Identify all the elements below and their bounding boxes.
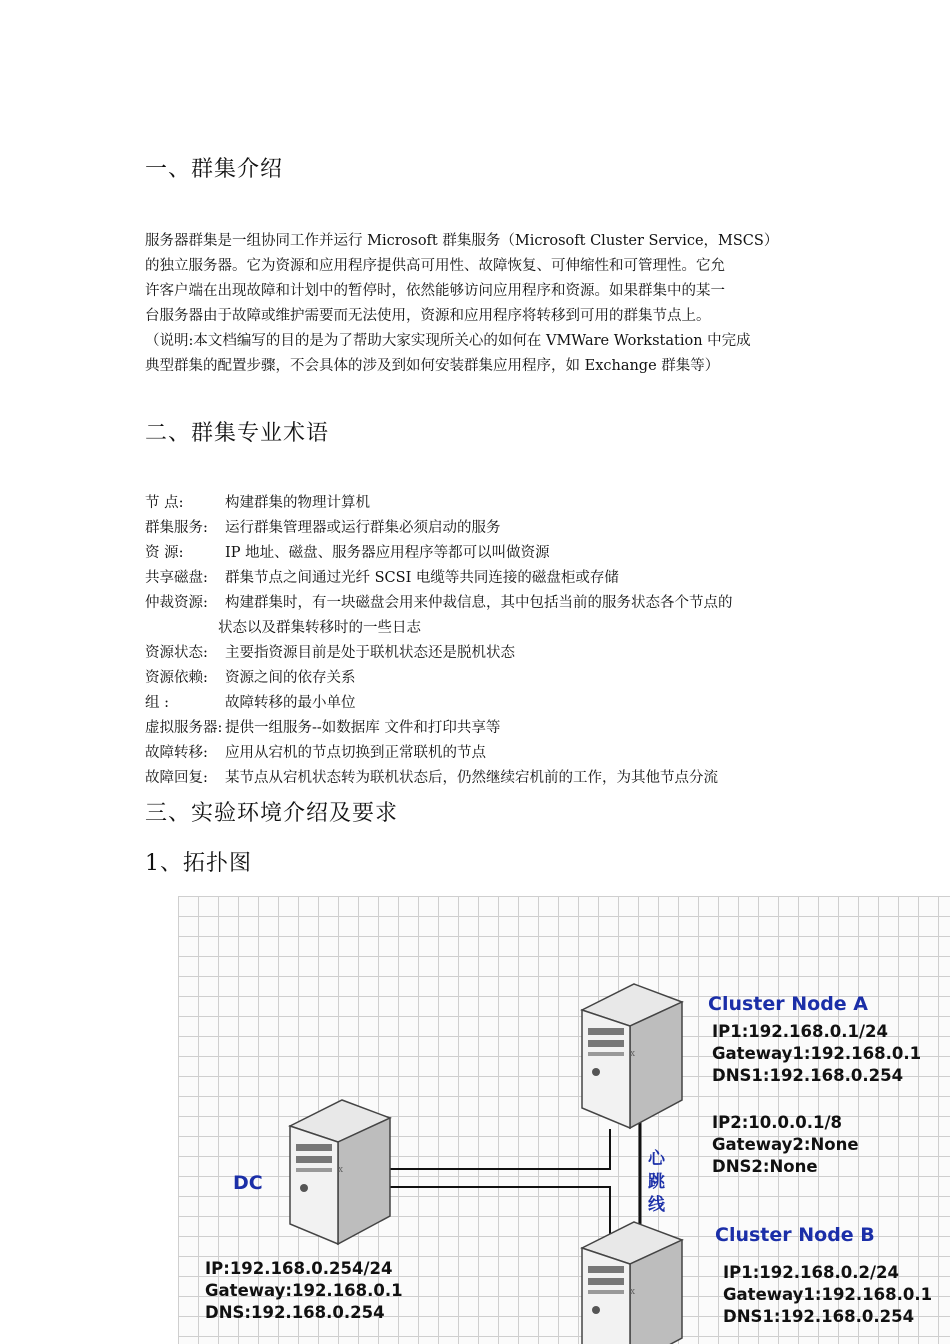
term-definition: 某节点从宕机状态转为联机状态后，仍然继续宕机前的工作，为其他节点分流 [225, 770, 718, 786]
node-a-dns2: DNS2:None [712, 1157, 818, 1176]
term-definition: 资源之间的依存关系 [225, 670, 356, 686]
intro-line: 服务器群集是一组协同工作并运行 Microsoft 群集服务（Microsoft Cluster Service，MSCS） [145, 233, 779, 249]
heartbeat-label: 心 跳 线 [648, 1149, 665, 1215]
intro-line: 许客户端在出现故障和计划中的暂停时，依然能够访问应用程序和资源。如果群集中的某一 [145, 283, 725, 299]
term-row [145, 566, 810, 591]
term-definition: 故障转移的最小单位 [225, 695, 356, 711]
section-2-title: 二、群集专业术语 [145, 421, 330, 446]
node-a-title: Cluster Node A [708, 993, 869, 1015]
term-row [145, 666, 810, 691]
term-key: 资源依赖: [145, 670, 208, 686]
term-definition: 群集节点之间通过光纤 SCSI 电缆等共同连接的磁盘柜或存储 [225, 570, 619, 586]
term-row [145, 741, 810, 766]
term-definition-continued: 状态以及群集转移时的一些日志 [218, 620, 421, 636]
term-definition: 应用从宕机的节点切换到正常联机的节点 [225, 745, 486, 761]
term-key: 节 点: [145, 495, 184, 511]
svg-text:x: x [338, 1165, 344, 1175]
node-a-ip1: IP1:192.168.0.1/24 [712, 1022, 888, 1041]
term-row [145, 491, 810, 516]
term-definition: 运行群集管理器或运行群集必须启动的服务 [225, 520, 501, 536]
node-a-server-icon [574, 980, 686, 1130]
node-b-dns1: DNS1:192.168.0.254 [723, 1307, 915, 1326]
dc-info [205, 1258, 403, 1324]
intro-paragraph [145, 229, 810, 379]
term-key: 故障回复: [145, 770, 208, 786]
terms-list [145, 491, 810, 791]
intro-line: （说明:本文档编写的目的是为了帮助大家实现所关心的如何在 VMWare Workstation 中完成 [145, 333, 751, 349]
term-key: 资 源: [145, 545, 184, 561]
dc-server-icon [282, 1096, 394, 1246]
node-b-gateway1: Gateway1:192.168.0.1 [723, 1285, 933, 1304]
dc-dns: DNS:192.168.0.254 [205, 1303, 385, 1322]
node-b-ip1: IP1:192.168.0.2/24 [723, 1263, 899, 1282]
term-row [145, 516, 810, 541]
term-row [145, 616, 810, 641]
term-row [145, 641, 810, 666]
term-definition: 构建群集时，有一块磁盘会用来仲裁信息，其中包括当前的服务状态各个节点的 [225, 595, 733, 611]
dc-ip: IP:192.168.0.254/24 [205, 1259, 393, 1278]
term-row [145, 766, 810, 791]
term-row [145, 541, 810, 566]
term-row [145, 716, 810, 741]
term-definition: IP 地址、磁盘、服务器应用程序等都可以叫做资源 [225, 545, 550, 561]
term-row [145, 591, 810, 616]
section-1-title: 一、群集介绍 [145, 157, 284, 182]
term-definition: 主要指资源目前是处于联机状态还是脱机状态 [225, 645, 515, 661]
node-a-gateway2: Gateway2:None [712, 1135, 859, 1154]
intro-line: 的独立服务器。它为资源和应用程序提供高可用性、故障恢复、可伸缩性和可管理性。它允 [145, 258, 725, 274]
dc-gateway: Gateway:192.168.0.1 [205, 1281, 403, 1300]
dc-title: DC [233, 1172, 263, 1194]
dc-to-node-a-link [390, 1129, 610, 1169]
node-a-dns1: DNS1:192.168.0.254 [712, 1066, 904, 1085]
term-definition: 提供一组服务--如数据库 文件和打印共享等 [225, 720, 501, 736]
svg-text:x: x [630, 1287, 636, 1297]
term-definition: 构建群集的物理计算机 [225, 495, 370, 511]
node-a-ip2: IP2:10.0.0.1/8 [712, 1113, 843, 1132]
node-b-title: Cluster Node B [715, 1224, 875, 1246]
node-a-info-2 [712, 1112, 859, 1178]
term-key: 共享磁盘: [145, 570, 208, 586]
svg-text:x: x [630, 1049, 636, 1059]
term-row [145, 691, 810, 716]
term-key: 组 : [145, 695, 169, 711]
node-b-info [723, 1262, 932, 1328]
topology-diagram [178, 896, 950, 1344]
term-key: 资源状态: [145, 645, 208, 661]
section-3-title: 三、实验环境介绍及要求 [145, 801, 399, 826]
node-b-server-icon [574, 1218, 686, 1344]
term-key: 仲裁资源: [145, 595, 208, 611]
term-key: 群集服务: [145, 520, 208, 536]
term-key: 故障转移: [145, 745, 208, 761]
node-a-gateway1: Gateway1:192.168.0.1 [712, 1044, 922, 1063]
intro-line: 台服务器由于故障或维护需要而无法使用，资源和应用程序将转移到可用的群集节点上。 [145, 308, 711, 324]
section-3-subtitle: 1、拓扑图 [145, 851, 252, 876]
intro-line: 典型群集的配置步骤，不会具体的涉及到如何安装群集应用程序，如 Exchange 群集等） [145, 358, 720, 374]
node-a-info-1 [712, 1021, 921, 1087]
term-key: 虚拟服务器: [145, 720, 223, 736]
